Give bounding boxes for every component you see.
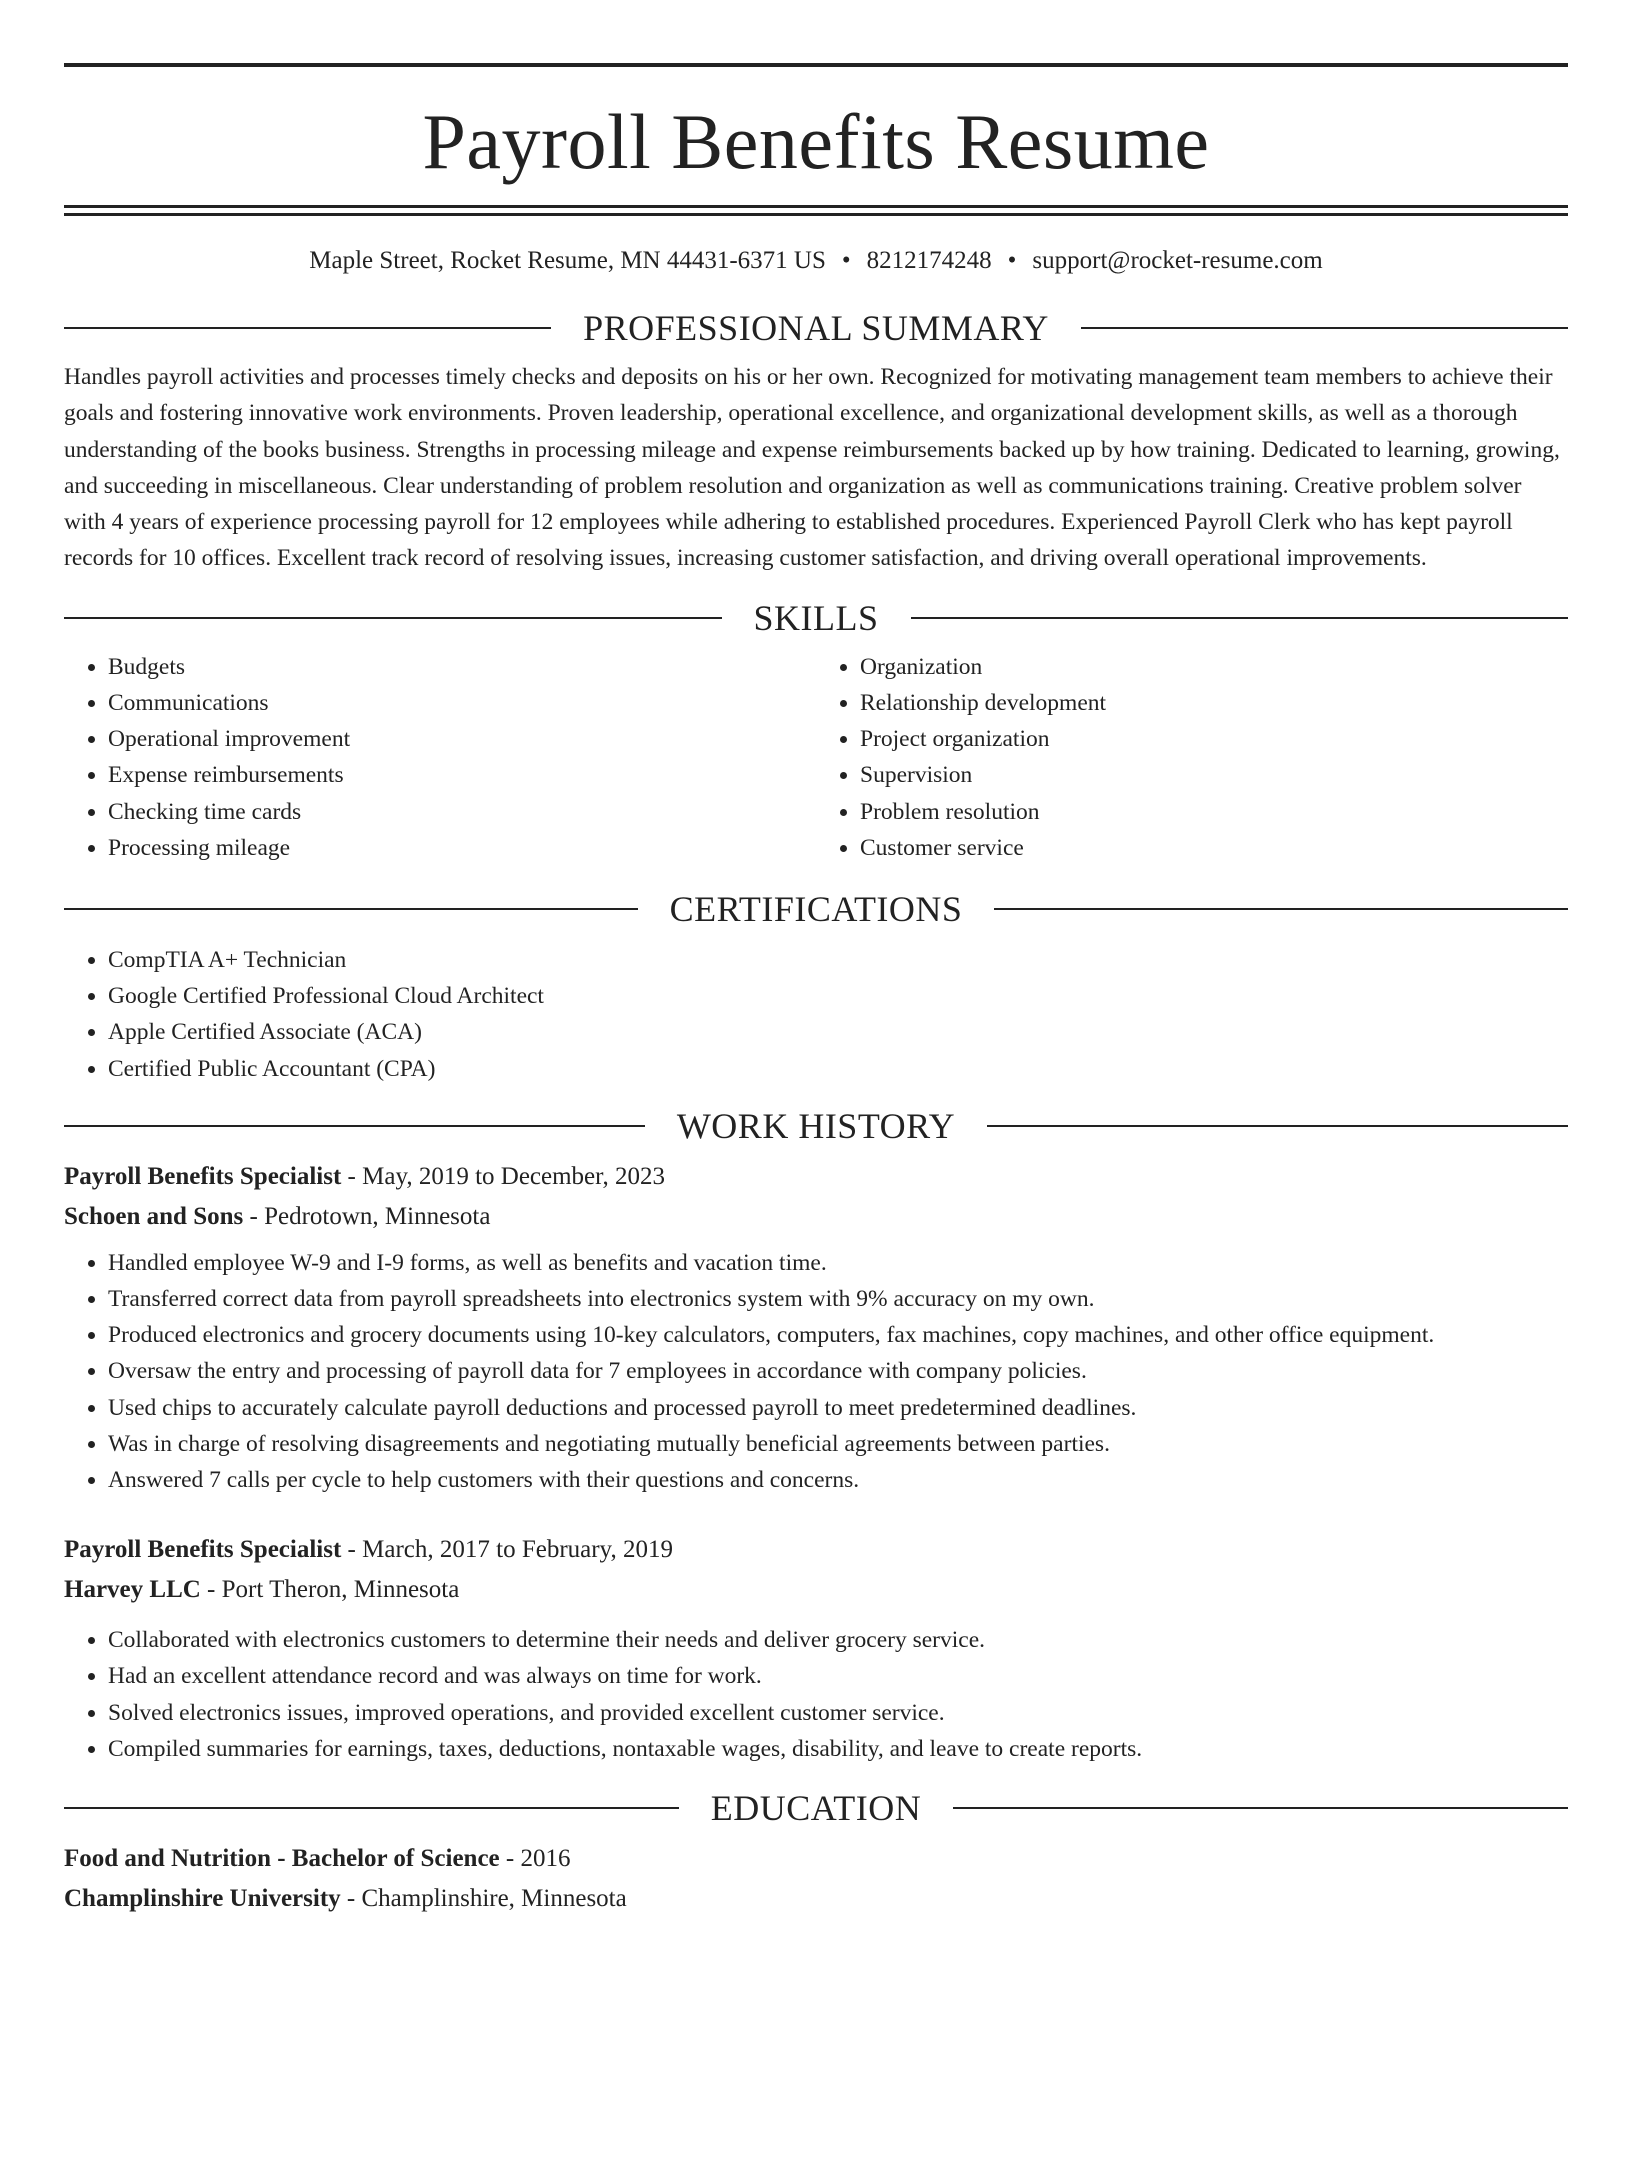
list-item: • Operational improvement [108, 721, 816, 757]
list-item: • Solved electronics issues, improved operations, and provided excellent customer service. [108, 1695, 1568, 1731]
education-degree: Food and Nutrition - Bachelor of Science [64, 1845, 500, 1873]
list-item: • Organization [860, 649, 1568, 685]
resume-title: Payroll Benefits Resume [422, 98, 1210, 185]
contact-address: Maple Street, Rocket Resume, MN 44431-6371 US [309, 247, 826, 274]
contact-line [64, 244, 1568, 278]
education-degree-line [64, 1839, 1568, 1879]
list-item: • Handled employee W-9 and I-9 forms, as well as benefits and vacation time. [108, 1245, 1568, 1281]
contact-email: support@rocket-resume.com [1032, 247, 1323, 274]
job-location: - Port Theron, Minnesota [200, 1576, 460, 1604]
job-company-line [64, 1197, 1568, 1237]
list-item: • Communications [108, 685, 816, 721]
certifications-heading-label: CERTIFICATIONS [669, 889, 963, 929]
list-item: • Used chips to accurately calculate payroll deductions and processed payroll to meet predetermined deadlines. [108, 1390, 1568, 1426]
education-heading-label: EDUCATION [710, 1788, 922, 1829]
list-item: • Customer service [860, 830, 1568, 866]
certifications-heading [64, 888, 1568, 930]
education-entry [64, 1839, 1568, 1919]
education-year: - 2016 [499, 1845, 571, 1873]
list-item: • Answered 7 calls per cycle to help customers with their questions and concerns. [108, 1462, 1568, 1498]
list-item: • Collaborated with electronics customers to determine their needs and deliver grocery service. [108, 1622, 1568, 1658]
list-item: • Supervision [860, 757, 1568, 793]
list-item: • Apple Certified Associate (ACA) [108, 1014, 1568, 1050]
list-item: • Project organization [860, 721, 1568, 757]
job-company: Harvey LLC [64, 1576, 201, 1604]
job-dates: - May, 2019 to December, 2023 [341, 1162, 665, 1190]
job-company-line [64, 1570, 1568, 1610]
work-heading-label: WORK HISTORY [676, 1105, 956, 1146]
education-school-line [64, 1879, 1568, 1919]
list-item: • Compiled summaries for earnings, taxes, deductions, nontaxable wages, disability, and leave to create reports. [108, 1731, 1568, 1767]
summary-heading-label: PROFESSIONAL SUMMARY [583, 308, 1049, 348]
list-item: • Produced electronics and grocery documents using 10-key calculators, computers, fax machines, copy machines, and other office equipment. [108, 1317, 1568, 1353]
job-title: Payroll Benefits Specialist [64, 1162, 342, 1190]
job-title-line [64, 1157, 1568, 1197]
list-item: • Problem resolution [860, 794, 1568, 830]
contact-separator: • [1007, 247, 1017, 274]
title-double-rule [64, 205, 1568, 216]
list-item: • Expense reimbursements [108, 757, 816, 793]
education-location: - Champlinshire, Minnesota [340, 1885, 627, 1913]
list-item: • Google Certified Professional Cloud Architect [108, 978, 1568, 1014]
list-item: • CompTIA A+ Technician [108, 942, 1568, 978]
list-item: • Transferred correct data from payroll spreadsheets into electronics system with 9% accuracy on my own. [108, 1281, 1568, 1317]
list-item: • Checking time cards [108, 794, 816, 830]
job-entry [64, 1157, 1568, 1498]
job-bullets [64, 1622, 1568, 1767]
top-rule [64, 63, 1568, 67]
job-title-line [64, 1530, 1568, 1570]
job-title: Payroll Benefits Specialist [64, 1536, 342, 1564]
skills-heading-label: SKILLS [753, 597, 879, 638]
resume-page [0, 63, 1632, 2175]
contact-phone: 8212174248 [866, 247, 992, 274]
list-item: • Processing mileage [108, 830, 816, 866]
certifications-list [64, 942, 1568, 1087]
list-item: • Had an excellent attendance record and was always on time for work. [108, 1658, 1568, 1694]
summary-text: Handles payroll activities and processes timely checks and deposits on his or her own. Recognized for motivating management team members to achieve their goals and fostering innovative work environments. Proven leadership, operational excellence, and organizational development skills, as well as a thorough understanding of the books business. Strengths in processing mileage and expense reimbursements backed up by how training. Dedicated to learning, growing, and succeeding in miscellaneous. Clear understanding of problem resolution and organization as well as communications training. Creative problem solver with 4 years of experience processing payroll for 12 employees while adhering to established procedures. Experienced Payroll Clerk who has kept payroll records for 10 offices. Excellent track record of resolving issues, increasing customer satisfaction, and driving overall operational improvements. [64, 364, 1560, 572]
list-item: • Certified Public Accountant (CPA) [108, 1051, 1568, 1087]
skills-list-left [64, 649, 816, 866]
job-company: Schoen and Sons [64, 1202, 244, 1230]
skills-columns [64, 649, 1568, 866]
list-item: • Oversaw the entry and processing of payroll data for 7 employees in accordance with company policies. [108, 1353, 1568, 1389]
job-entry [64, 1530, 1568, 1767]
work-heading [64, 1105, 1568, 1147]
skills-list-right [816, 649, 1568, 866]
contact-separator: • [841, 247, 851, 274]
skills-heading [64, 597, 1568, 639]
education-school: Champlinshire University [64, 1885, 341, 1913]
list-item: • Was in charge of resolving disagreements and negotiating mutually beneficial agreements between parties. [108, 1426, 1568, 1462]
job-location: - Pedrotown, Minnesota [243, 1202, 491, 1230]
job-bullets [64, 1245, 1568, 1498]
summary-heading [64, 307, 1568, 349]
education-heading [64, 1787, 1568, 1829]
job-dates: - March, 2017 to February, 2019 [341, 1536, 673, 1564]
list-item: • Budgets [108, 649, 816, 685]
list-item: • Relationship development [860, 685, 1568, 721]
